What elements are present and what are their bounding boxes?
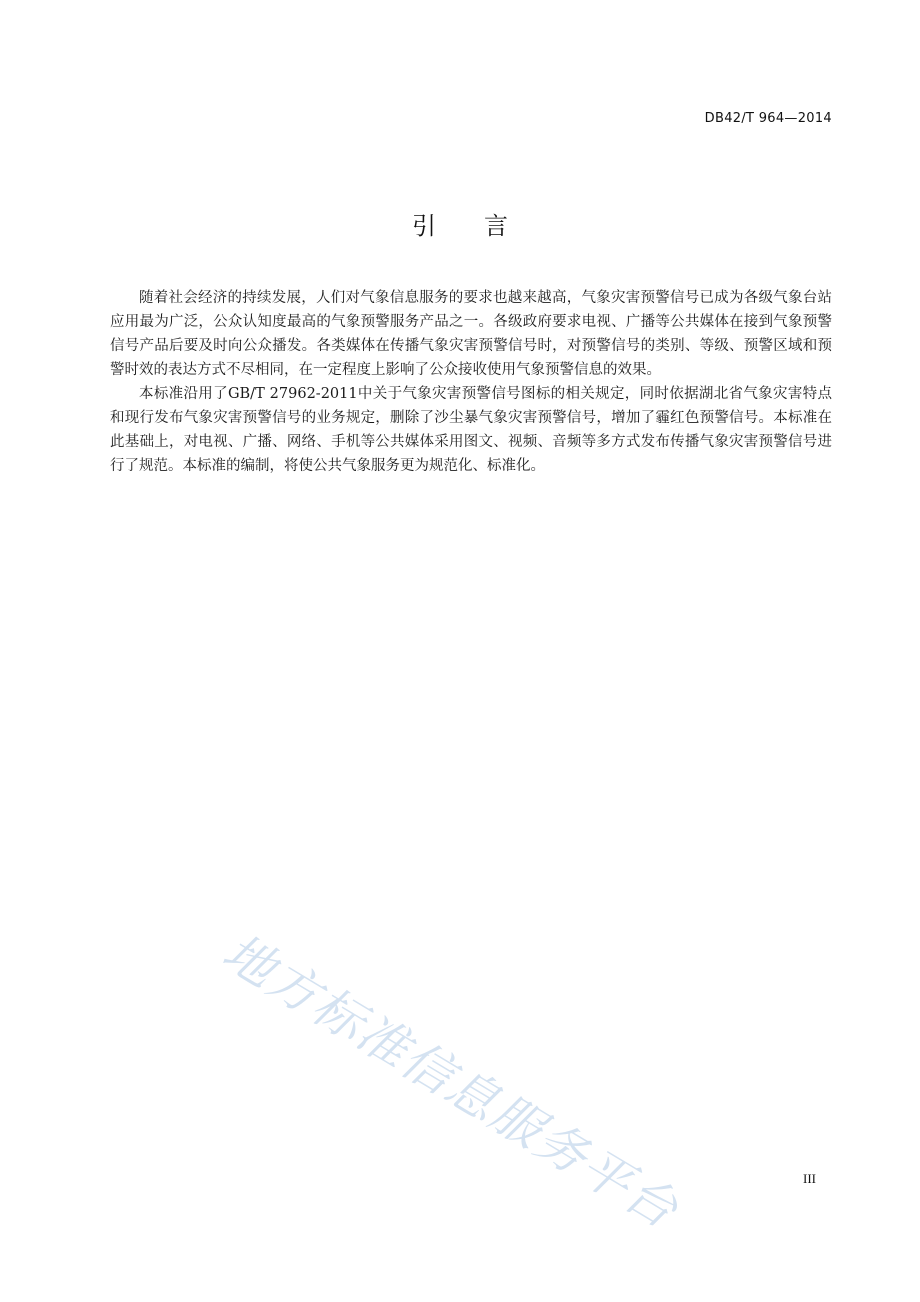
- paragraph-1: 随着社会经济的持续发展，人们对气象信息服务的要求也越来越高，气象灾害预警信号已成为各级气象台站应用最为广泛，公众认知度最高的气象预警服务产品之一。各级政府要求电视、广播等公共媒体在接到气象预警信号产品后要及时向公众播发。各类媒体在传播气象灾害预警信号时，对预警信号的类别、等级、预警区域和预警时效的表达方式不尽相同，在一定程度上影响了公众接收使用气象预警信息的效果。: [110, 290, 832, 378]
- section-title: 引言: [412, 212, 556, 240]
- introduction-body: [110, 286, 832, 478]
- standard-code: DB42/T 964—2014: [704, 111, 832, 126]
- paragraph-2: 本标准沿用了GB/T 27962-2011中关于气象灾害预警信号图标的相关规定，同时依据湖北省气象灾害特点和现行发布气象灾害预警信号的业务规定，删除了沙尘暴气象灾害预警信号，增加了霾红色预警信号。本标准在此基础上，对电视、广播、网络、手机等公共媒体采用图文、视频、音频等多方式发布传播气象灾害预警信号进行了规范。本标准的编制，将使公共气象服务更为规范化、标准化。: [110, 386, 832, 474]
- page-number: III: [803, 1171, 816, 1186]
- watermark: 地方标准信息服务平台: [213, 922, 689, 1241]
